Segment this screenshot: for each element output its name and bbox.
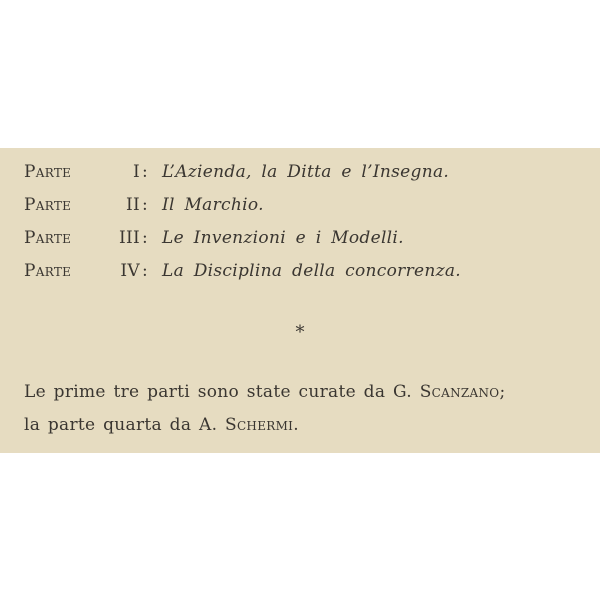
credits-punct: . — [293, 415, 299, 435]
credits-line-2 — [24, 409, 505, 442]
part-title: La Disciplina della concorrenza. — [162, 261, 461, 281]
part-label: Parte — [24, 195, 72, 215]
part-number: I — [132, 162, 140, 182]
editor-name: Schermi — [225, 415, 294, 435]
part-title: Le Invenzioni e i Modelli. — [162, 228, 404, 248]
toc-entry-part-1 — [24, 162, 461, 195]
credits-text: Le prime tre parti sono state curate da G. — [24, 382, 420, 402]
asterisk-separator: * — [295, 322, 305, 343]
table-of-contents — [24, 162, 461, 294]
credits-line-1 — [24, 376, 505, 409]
part-number: IV — [120, 261, 140, 281]
page-scan — [0, 148, 600, 453]
part-number: III — [118, 228, 140, 248]
part-separator: : — [142, 228, 149, 248]
part-separator: : — [142, 195, 149, 215]
part-title: L’Azienda, la Ditta e l’Insegna. — [162, 162, 450, 182]
credits-text: la parte quarta da A. — [24, 415, 225, 435]
toc-entry-part-2 — [24, 195, 461, 228]
part-label: Parte — [24, 162, 72, 182]
credits-note — [24, 376, 505, 442]
part-label: Parte — [24, 228, 72, 248]
editor-name: Scanzano — [419, 382, 500, 402]
toc-entry-part-3 — [24, 228, 461, 261]
part-number: II — [125, 195, 140, 215]
credits-punct: ; — [499, 382, 506, 402]
toc-entry-part-4 — [24, 261, 461, 294]
part-separator: : — [142, 261, 149, 281]
part-title: Il Marchio. — [162, 195, 264, 215]
part-label: Parte — [24, 261, 72, 281]
part-separator: : — [142, 162, 149, 182]
